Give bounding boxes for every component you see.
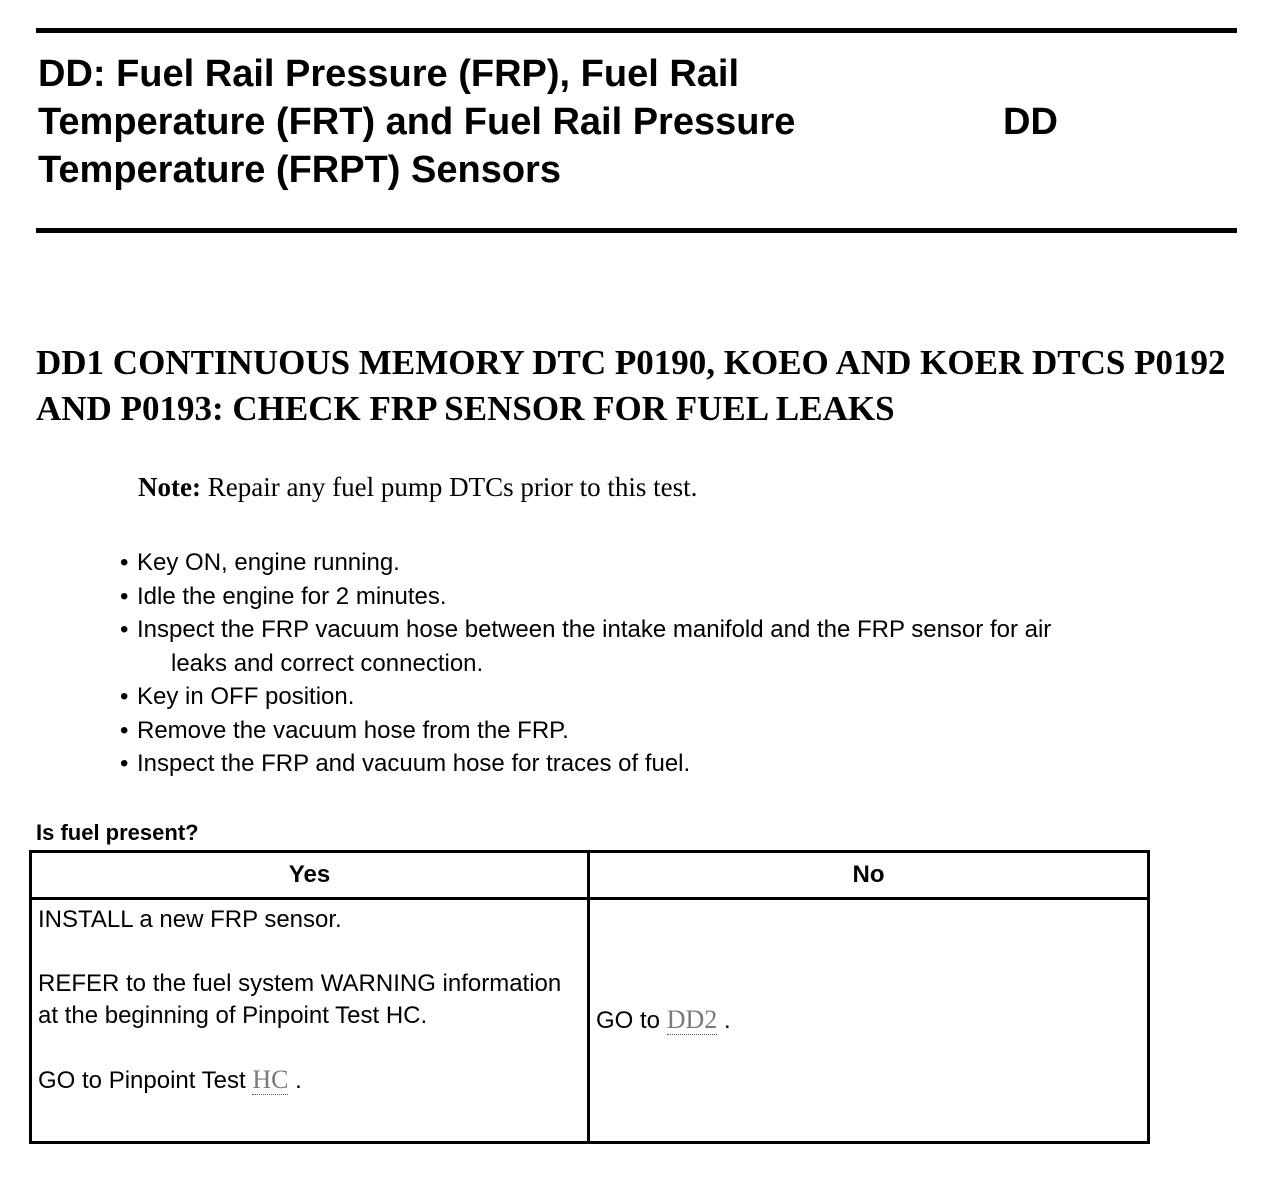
note [138,470,697,504]
bullet-icon: • [120,549,129,576]
instruction-list [120,546,1220,781]
question-label: Is fuel present? [36,820,199,845]
table-header-row [31,852,1149,899]
bullet-icon: • [120,616,129,643]
note-label: Note: [138,472,201,502]
instruction-text-continued: leaks and correct connection. [171,649,484,677]
table-row [31,899,1149,1143]
instruction-text: Inspect the FRP vacuum hose between the intake manifold and the FRP sensor for air [137,616,1052,643]
instruction-text: Remove the vacuum hose from the FRP. [137,716,569,744]
top-rule [36,28,1237,33]
instruction-item [120,680,1220,714]
instruction-text: Idle the engine for 2 minutes. [137,582,447,610]
instruction-item [120,747,1220,781]
bottom-rule [36,228,1237,233]
yes-goto-suffix: . [295,1067,302,1094]
yes-cell [31,899,589,1143]
instruction-text: Key in OFF position. [137,683,355,710]
instruction-text: Inspect the FRP and vacuum hose for traces of fuel. [137,750,691,777]
yes-line-refer: REFER to the fuel system WARNING information at the beginning of Pinpoint Test HC. [38,970,562,1029]
link-pinpoint-test-hc[interactable]: HC [252,1065,289,1094]
section-title: DD: Fuel Rail Pressure (FRP), Fuel Rail Temperature (FRT) and Fuel Rail Pressure Temperature (FRPT) Sensors [38,53,796,191]
instruction-item [120,714,1220,748]
bullet-icon: • [120,716,129,744]
note-text: Repair any fuel pump DTCs prior to this test. [207,472,698,502]
instruction-item [120,546,1220,580]
answer-table [29,850,1150,1144]
no-goto-prefix: GO to [596,1007,661,1034]
yes-line-goto [38,1064,581,1097]
bullet-icon: • [120,750,129,777]
step-heading: DD1 CONTINUOUS MEMORY DTC P0190, KOEO AND KOER DTCS P0192 AND P0193: CHECK FRP SENSOR FOR FUEL LEAKS [36,343,1226,428]
no-column-header: No [589,852,1149,899]
link-dd2[interactable]: DD2 [666,1005,718,1034]
yes-column-header: Yes [31,852,589,899]
instruction-text: Key ON, engine running. [137,549,400,576]
bullet-icon: • [120,582,129,610]
instruction-item [120,580,1220,614]
section-code: DD [1003,101,1058,143]
bullet-icon: • [120,683,129,710]
yes-goto-prefix: GO to Pinpoint Test [38,1067,246,1094]
yes-line-install: INSTALL a new FRP sensor. [38,906,342,933]
no-cell [589,899,1149,1143]
no-goto-suffix: . [723,1007,731,1034]
instruction-item [120,613,1220,680]
